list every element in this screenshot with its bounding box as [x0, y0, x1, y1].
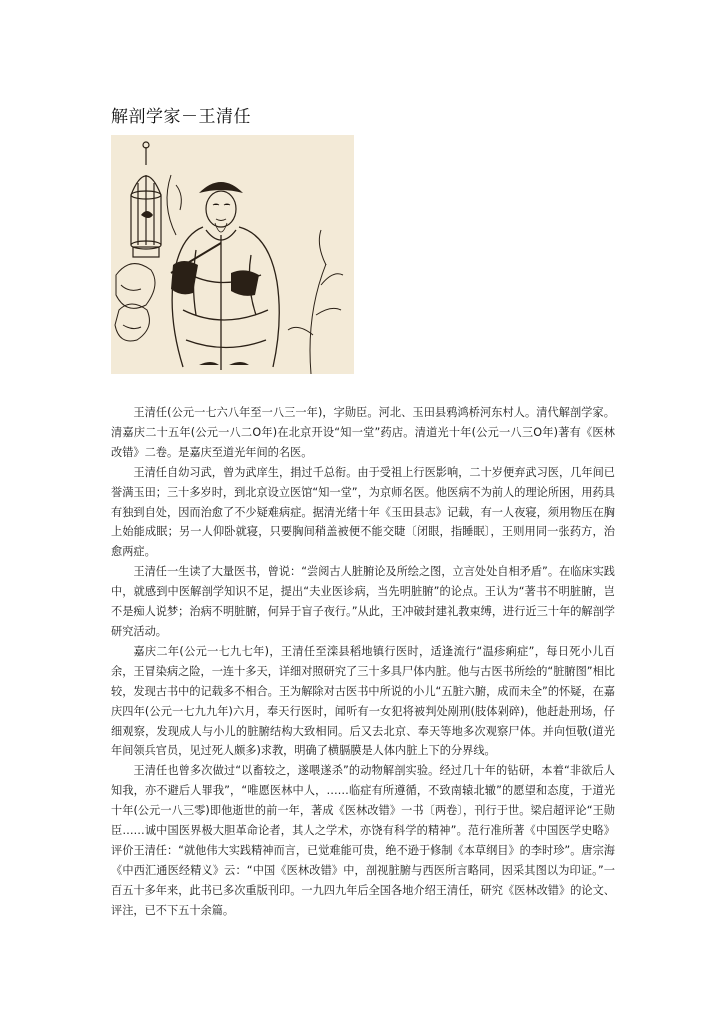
paragraph: 王清任(公元一七六八年至一八三一年)，字勋臣。河北、玉田县鸦鸿桥河东村人。清代解剖学家。清嘉庆二十五年(公元一八二O年)在北京开设“知一堂”药店。清道光十年(公元一八三O年)著有《医林改错》二卷。是嘉庆至道光年间的名医。 [111, 406, 615, 459]
paragraph: 王清任也曾多次做过“以畜较之，遂喂遂杀”的动物解剖实验。经过几十年的钻研，本着“非欲后人知我，亦不避后人罪我”，“唯愿医林中人，……临症有所遵循，不致南辕北辙”的愿望和态度，于道光十年(公元一八三零)即他逝世的前一年，著成《医林改错》一书〔两卷〕，刊行于世。梁启超评论“王勋臣……诚中国医界极大胆革命论者，其人之学术，亦饶有科学的精神”。范行准所著《中国医学史略》评价王清任：“就他伟大实践精神而言，已觉难能可贵，绝不逊于修制《本草纲目》的李时珍”。唐宗海《中西汇通医经精义》云：“中国《医林改错》中，剖视脏腑与西医所言略同，因采其图以为印证。”一百五十多年来，此书已多次重版刊印。一九四九年后全国各地介绍王清任，研究《医林改错》的论文、评注，已不下五十余篇。 [111, 764, 615, 917]
paragraph: 嘉庆二年(公元一七九七年)，王清任至滦县稻地镇行医时，适逢流行“温疹痢症”，每日死小儿百余，王冒染病之险，一连十多天，详细对照研究了三十多具尸体内脏。他与古医书所绘的“脏腑图”相比较，发现古书中的记载多不相合。王为解除对古医书中所说的小儿“五脏六腑，成而未全”的怀疑，在嘉庆四年(公元一七九九年)六月，奉天行医时，闻听有一女犯将被判处剐刑(肢体剁碎)，他赶赴刑场，仔细观察，发现成人与小儿的脏腑结构大致相同。后又去北京、奉天等地多次观察尸体。并向恒敬(道光年间领兵官员，见过死人颇多)求教，明确了横膈膜是人体内脏上下的分界线。 [111, 644, 615, 758]
portrait-image [111, 135, 354, 374]
page-title: 解剖学家－王清任 [111, 107, 251, 127]
paragraph: 王清任一生读了大量医书，曾说：“尝阅古人脏腑论及所绘之图，立言处处自相矛盾”。在临床实践中，就感到中医解剖学知识不足，提出“夫业医诊病，当先明脏腑”的论点。王认为“著书不明脏腑，岂不是痴人说梦；治病不明脏腑，何异于盲子夜行。”从此，王冲破封建礼教束缚，进行近三十年的解剖学研究活动。 [111, 565, 615, 638]
paragraph: 王清任自幼习武，曾为武庠生，捐过千总衔。由于受祖上行医影响，二十岁便弃武习医，几年间已誉满玉田；三十多岁时，到北京设立医馆“知一堂”，为京师名医。他医病不为前人的理论所困，用药具有独到自处，因而治愈了不少疑难病症。据清光绪十年《玉田县志》记载，有一人夜寝，须用物压在胸上始能成眠；另一人仰卧就寝，只要胸间稍盖被便不能交睫〔闭眼，指睡眠〕，王则用同一张药方，治愈两症。 [111, 465, 615, 559]
portrait-drawing [111, 135, 354, 374]
article-body [111, 403, 615, 921]
